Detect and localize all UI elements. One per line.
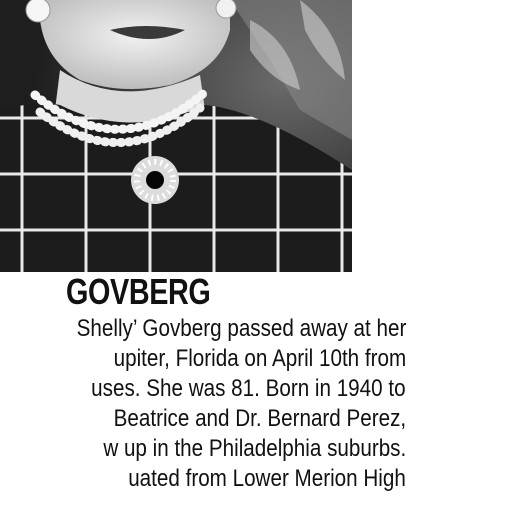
portrait-image [0, 0, 352, 272]
obituary-line: w up in the Philadelphia suburbs. [103, 435, 406, 462]
obituary-line: uses. She was 81. Born in 1940 to [91, 375, 406, 402]
obituary-text [0, 314, 406, 494]
obituary-line: upiter, Florida on April 10th from [113, 345, 406, 372]
obituary-line: uated from Lower Merion High [128, 465, 406, 492]
portrait-photo [0, 0, 352, 272]
obituary-line: Beatrice and Dr. Bernard Perez, [113, 405, 406, 432]
deceased-name: GOVBERG [66, 271, 211, 312]
obituary-line: Shelly’ Govberg passed away at her [76, 315, 406, 342]
